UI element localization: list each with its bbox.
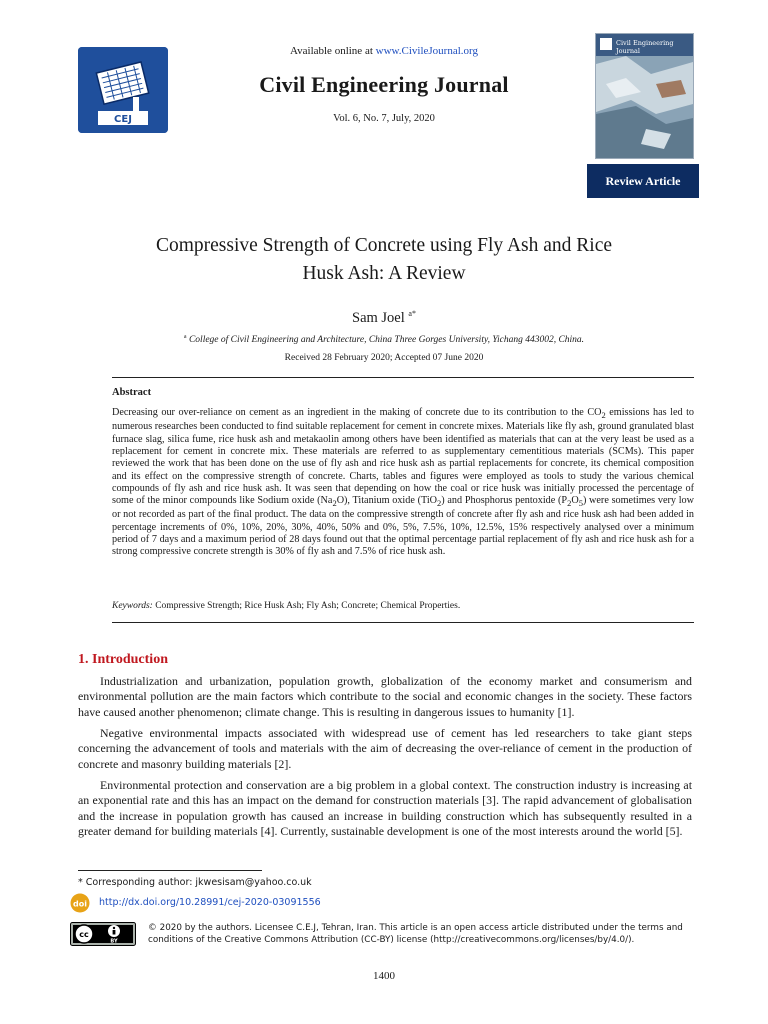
affiliation bbox=[0, 334, 768, 345]
abstract-bottom-rule bbox=[112, 622, 694, 623]
svg-text:doi: doi bbox=[73, 899, 87, 909]
corresponding-author: * Corresponding author: jkwesisam@yahoo.co.uk bbox=[78, 877, 312, 888]
copyright-notice: © 2020 by the authors. Licensee C.E.J, Tehran, Iran. This article is an open access article distributed under the terms and conditions of the Creative Commons Attribution (CC-BY) license (http://creativecommons.org/licenses/by/4.0/). bbox=[148, 923, 683, 945]
abstract-text: Decreasing our over-reliance on cement as an ingredient in the making of concrete due to its contribution to the $CO_2$ emissions has led to numerous researches been conducted to find suitable replacement for cement in concrete mixes. Materials like fly ash, ground granulated blast furnace slag, silica fume, rice husk ash and metakaolin among others have been identified as materials that can at the very least be used as a replacement for cement in concrete mix. These materials are referred to as supplementary cementitious materials (SCMs). This paper reviewed the work that has been done on the use of fly ash and rice husk ash as partial replacements for concrete, its chemical composition and its effect on the compressive strength of concrete. Charts, tables and figures were employed as tools to study the various chemical compounds of fly ash and rice husk ash. It was seen that depending on how the coal or rice husk was initially processed the percentage of some of the minor compounds like Sodium oxide $(Na_2O)$, Titanium oxide (TiO$_2$) and Phosphorus pentoxide $(P_2O_5)$ were sometimes very low or not recorded as part of the final product. The data on the compressive strength of concrete after fly ash and rice husk ash had been added in percentage increments of 0%, 10%, 20%, 30%, 40%, 50% and 0%, 5%, 7.5%, 10%, 12.5%, 15% respectively analysed over a minimum period of 7 days and a maximum period of 28 days found out that the optimal percentage partial replacement of fly ash and rice husk ash for a strong compressive concrete strength is 30% of fly ash and 7.5% of rice husk ash. bbox=[112, 407, 695, 558]
affiliation-superscript: a bbox=[183, 334, 187, 340]
received-dates: Received 28 February 2020; Accepted 07 June 2020 bbox=[284, 353, 484, 363]
keywords-list: Compressive Strength; Rice Husk Ash; Fly Ash; Concrete; Chemical Properties. bbox=[152, 601, 461, 611]
page-number: 1400 bbox=[373, 970, 395, 982]
author-name: Sam Joel bbox=[352, 309, 405, 326]
journal-cover-image bbox=[595, 33, 694, 159]
article-type-badge: Review Article bbox=[587, 164, 699, 198]
footnote-rule bbox=[78, 870, 262, 871]
intro-paragraph-1: Industrialization and urbanization, population growth, globalization of the economy market and consumerism and environmental pollution are the main factors which contribute to the social and economic changes in the society. These factors have caused another phenomenon; climate change. This is resulting in dangerous issues to humanity [1]. bbox=[78, 674, 692, 719]
doi-link[interactable]: http://dx.doi.org/10.28991/cej-2020-03091556 bbox=[99, 897, 321, 908]
cc-by-license-icon bbox=[70, 922, 136, 946]
cover-title-line2: Journal bbox=[616, 47, 640, 55]
keywords-label: Keywords: bbox=[112, 601, 153, 611]
svg-text:BY: BY bbox=[110, 938, 118, 945]
author-line bbox=[0, 309, 768, 327]
section-heading-introduction: 1. Introduction bbox=[78, 652, 168, 667]
cover-title-line1: Civil Engineering bbox=[616, 39, 674, 47]
available-prefix: Available online at bbox=[290, 45, 376, 57]
journal-name: Civil Engineering Journal bbox=[259, 72, 509, 97]
abstract-heading: Abstract bbox=[112, 387, 152, 398]
affiliation-text: College of Civil Engineering and Architecture, China Three Gorges University, Yichang 443002, China. bbox=[188, 335, 585, 346]
keywords bbox=[112, 601, 694, 611]
intro-paragraph-2: Negative environmental impacts associated with widespread use of cement has led researchers to take giant steps concerning the advancement of tools and materials with the aim of decreasing the over-reliance of cement in the production of concrete and masonry building materials [2]. bbox=[78, 726, 692, 771]
svg-text:cc: cc bbox=[79, 930, 89, 939]
volume-info: Vol. 6, No. 7, July, 2020 bbox=[333, 113, 435, 124]
doi-icon bbox=[70, 893, 96, 913]
intro-paragraph-3: Environmental protection and conservation are a big problem in a global context. The construction industry is increasing at an exponential rate and this has an impact on the demand for construction materials [3]. The rapid advancement of globalisation and the increase in population growth has caused an increase in building construction which has subsequently resulted in a greater demand for building materials [4]. Currently, sustainable development is one of the most interests around the world [5]. bbox=[78, 778, 692, 839]
title-line-2: Husk Ash: A Review bbox=[302, 263, 466, 284]
article-title bbox=[100, 232, 668, 288]
abstract-top-rule bbox=[112, 377, 694, 378]
title-line-1: Compressive Strength of Concrete using Fly Ash and Rice bbox=[155, 235, 613, 256]
journal-website-link[interactable]: www.CivileJournal.org bbox=[375, 45, 478, 57]
author-superscript: a* bbox=[408, 309, 416, 318]
logo-text: CEJ bbox=[114, 114, 132, 125]
